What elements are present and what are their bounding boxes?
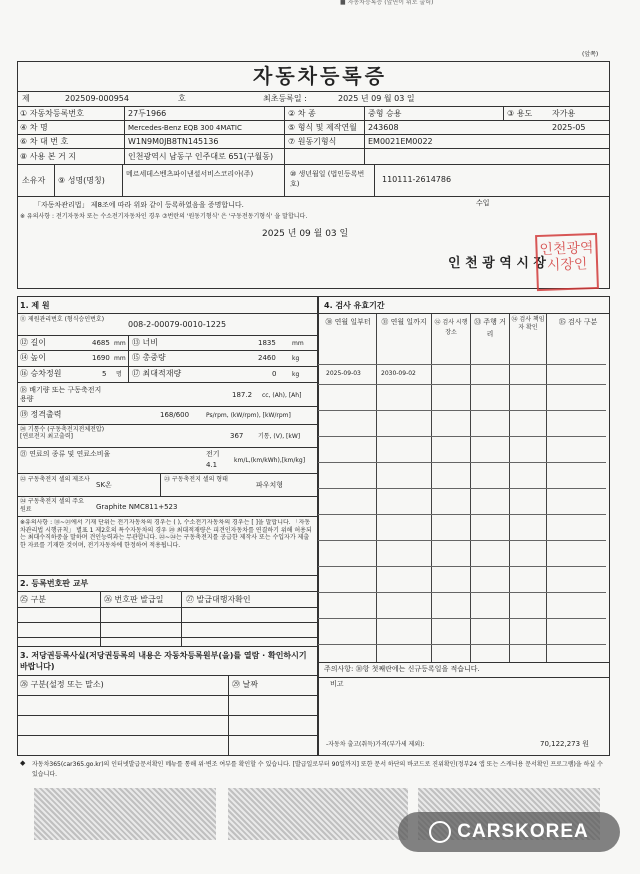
car-name-label: ④ 차 명 xyxy=(20,123,48,132)
doc-no-label: 제 xyxy=(22,94,30,103)
model-label: ⑤ 형식 및 제작연월 xyxy=(288,123,357,132)
plate-col-type: ㉕ 구분 xyxy=(20,595,46,604)
watermark-logo-icon xyxy=(429,821,451,843)
load-unit: kg xyxy=(292,371,300,378)
car-type-value: 중형 승용 xyxy=(368,109,402,118)
issuer-name: 인 천 광 역 시 장 xyxy=(448,256,546,271)
footer-bullet: ◆ xyxy=(20,759,26,767)
lien-col-type: ㉘ 구분(설정 또는 말소) xyxy=(20,680,104,689)
watermark-text: CARSKOREA xyxy=(457,821,589,842)
fuel-label: ㉑ 연료의 종류 및 연료소비율 xyxy=(20,450,111,458)
height-value: 1690 xyxy=(92,354,110,362)
cylinders-value: 367 xyxy=(230,432,244,440)
rated-power-label: ⑲ 정격출력 xyxy=(20,410,62,419)
spec-footnote: ※유의사항 : ⑱~㉑에서 기재 단위는 전기자동차의 경우는 ( ), 수소전기자동차의 경우는 [ ]을 말합니다. 「자동차관리법 시행규칙」 별표 1 제2호의 특수자동차의 경우 ⑳ 최대적재량은 피견인자동차를 연결하기 위해 허용되는 최대수직하중을 말하며 견인능력과는 무관합니다. ㉒~㉔는 구동축전지를 공급한 제작사 또는 수입자가 제출한 자료를 기재한 것이며, 전기자동차에 한정하여 적용됩니다. xyxy=(20,519,312,549)
barcode-blurred-2 xyxy=(228,788,408,840)
use-value: 자가용 xyxy=(552,109,576,118)
use-label: ③ 용도 xyxy=(507,109,533,118)
first-reg-label: 최초등록일 : xyxy=(263,94,307,103)
location-value: 인천광역시 남동구 인주대로 651(구월동) xyxy=(128,152,274,161)
seats-label: ⑯ 승차정원 xyxy=(20,369,62,378)
cell-maker-label: ㉒ 구동축전지 셀의 제조사 xyxy=(20,476,90,483)
gross-weight-label: ⑮ 총중량 xyxy=(132,353,166,362)
cell-form-label: ㉓ 구동축전지 셀의 형태 xyxy=(164,476,228,483)
motor-value: EM0021EM0022 xyxy=(368,137,433,146)
carskorea-watermark xyxy=(398,812,620,852)
insp-col-mileage: ㉝ 주행 거리 xyxy=(474,318,506,338)
issue-date: 2025 년 09 월 03 일 xyxy=(262,229,349,239)
gross-weight-value: 2460 xyxy=(258,354,276,362)
certification-statement: 「자동차관리법」 제8조에 따라 위와 같이 등록하였음을 증명합니다. xyxy=(34,201,244,209)
width-label: ⑬ 너비 xyxy=(132,338,158,347)
first-reg-value: 2025 년 09 월 03 일 xyxy=(338,94,415,103)
car-type-label: ② 차 종 xyxy=(288,109,316,118)
max-load-value: 0 xyxy=(272,370,277,378)
cell-material-value: Graphite NMC811+523 xyxy=(96,503,178,511)
cylinders-unit: 기통, (V), [kW] xyxy=(258,433,301,440)
inspection-caution: 주의사항: ㉚항 첫째란에는 신규등록일을 적습니다. xyxy=(324,665,480,673)
model-value: 243608 xyxy=(368,123,399,132)
width-unit: mm xyxy=(292,340,304,347)
insp-col-from: ㉚ 연월 일부터 xyxy=(325,318,371,326)
import-stamp-label: 수입 xyxy=(476,199,490,207)
insp-col-place: ㉜ 검사 시행장소 xyxy=(434,319,468,336)
birth-value: 110111-2614786 xyxy=(382,175,452,184)
header-cut-text: ■ 자동차등록증 (앞면이 위로 출력) xyxy=(340,0,434,6)
seats-unit: 명 xyxy=(116,371,122,378)
rated-power-unit: Ps/rpm, (kW/rpm), [kW/rpm] xyxy=(206,412,291,419)
mgmt-no-value: 008-2-00079-0010-1225 xyxy=(128,320,227,329)
fuel-efficiency-value: 4.1 xyxy=(206,461,218,469)
vin-value: W1N9M0JB8TN145136 xyxy=(128,137,219,146)
insp-from-value: 2025-09-03 xyxy=(326,370,361,377)
fuel-type-value: 전기 xyxy=(206,450,220,458)
insp-col-inspector: ㉞ 검사 책임자 확인 xyxy=(511,316,545,331)
official-seal-stamp: 인천광역시장인 xyxy=(535,233,599,291)
lien-heading: 3. 저당권등록사실(저당권등록의 내용은 자동차등록원부(을)를 열람 · 확인하시기 바랍니다) xyxy=(20,651,307,671)
max-load-label: ⑰ 최대적재량 xyxy=(132,369,182,378)
plate-heading: 2. 등록번호판 교부 xyxy=(20,579,89,588)
motor-label: ⑦ 원동기형식 xyxy=(288,137,337,146)
owner-name-value: 메르세데스벤츠파이낸셜서비스코리아(주) xyxy=(126,170,254,178)
document-title: 자동차등록증 xyxy=(253,64,387,88)
plate-col-agent: ㉗ 발급대행자확인 xyxy=(186,595,251,604)
inspection-heading: 4. 검사 유효기간 xyxy=(324,301,385,310)
price-label: -자동차 출고(취득)가격(부가세 제외): xyxy=(326,741,425,748)
weight-unit: kg xyxy=(292,355,300,362)
usage-note: ※ 유의사항 : 전기자동차 또는 수소전기자동차인 경우 ⑦번란의 '원동기형식' 은 '구동전동기형식' 을 말합니다. xyxy=(20,213,308,220)
made-date-value: 2025-05 xyxy=(552,123,586,132)
reg-no-value: 27두1966 xyxy=(128,109,167,118)
owner-name-label: ⑨ 성명(명칭) xyxy=(58,176,105,185)
footer-note: 자동차365(car365.go.kr)의 인터넷발급문서확인 메뉴를 통해 위·변조 여부를 확인할 수 있습니다. [발급일로부터 90일까지] 또한 문서 하단의 바코드로 진위확인(정부24 앱 또는 스캐너용 문서확인 프로그램)을 하실 수 있습니다. xyxy=(32,761,603,778)
birth-label: ⑩ 생년월일 (법인등록번호) xyxy=(290,170,365,188)
cylinders-label: ⑳ 기통수 (구동축전지전체전압) [연료전지 최고출력] xyxy=(20,426,105,440)
seats-value: 5 xyxy=(102,370,107,378)
rated-power-value: 168/600 xyxy=(160,411,190,419)
displacement-label: ⑱ 배기량 또는 구동축전지 용량 xyxy=(20,386,102,403)
height-label: ⑭ 높이 xyxy=(20,353,46,362)
insp-col-to: ㉛ 연월 일까지 xyxy=(381,318,427,326)
vin-label: ⑥ 차 대 번 호 xyxy=(20,137,69,146)
reg-no-label: ① 자동차등록번호 xyxy=(20,109,84,118)
page-side-label: (앞쪽) xyxy=(582,51,599,58)
owner-label: 소유자 xyxy=(22,176,46,185)
cell-form-value: 파우치형 xyxy=(256,481,284,489)
length-label: ⑫ 길이 xyxy=(20,338,46,347)
width-value: 1835 xyxy=(258,339,276,347)
plate-col-issue-date: ㉖ 번호판 발급일 xyxy=(104,595,164,604)
insp-col-kind: ㉟ 검사 구분 xyxy=(558,318,598,326)
length-value: 4685 xyxy=(92,339,110,347)
barcode-blurred-1 xyxy=(34,788,216,840)
price-value: 70,122,273 원 xyxy=(540,740,590,748)
location-label: ⑧ 사용 본 거 지 xyxy=(20,152,76,161)
insp-to-value: 2030-09-02 xyxy=(381,370,416,377)
mgmt-no-label: ⑪ 제원관리번호 (형식승인번호) xyxy=(20,316,105,323)
displacement-unit: cc, (Ah), [Ah] xyxy=(262,392,302,399)
doc-no-value: 202509-000954 xyxy=(65,94,129,103)
spec-heading: 1. 제 원 xyxy=(20,301,50,310)
lien-col-date: ㉙ 날짜 xyxy=(232,680,258,689)
displacement-value: 187.2 xyxy=(232,391,253,399)
height-unit: mm xyxy=(114,355,126,362)
cell-material-label: ㉔ 구동축전지 셀의 주요 원료 xyxy=(20,498,84,513)
length-unit: mm xyxy=(114,340,126,347)
doc-no-suffix: 호 xyxy=(178,94,186,103)
remark-label: 비고 xyxy=(330,680,344,688)
fuel-efficiency-unit: km/L,(km/kWh),[km/kg] xyxy=(234,457,306,464)
car-name-value: Mercedes-Benz EQB 300 4MATIC xyxy=(128,124,242,132)
cell-maker-value: SK온 xyxy=(96,481,112,489)
